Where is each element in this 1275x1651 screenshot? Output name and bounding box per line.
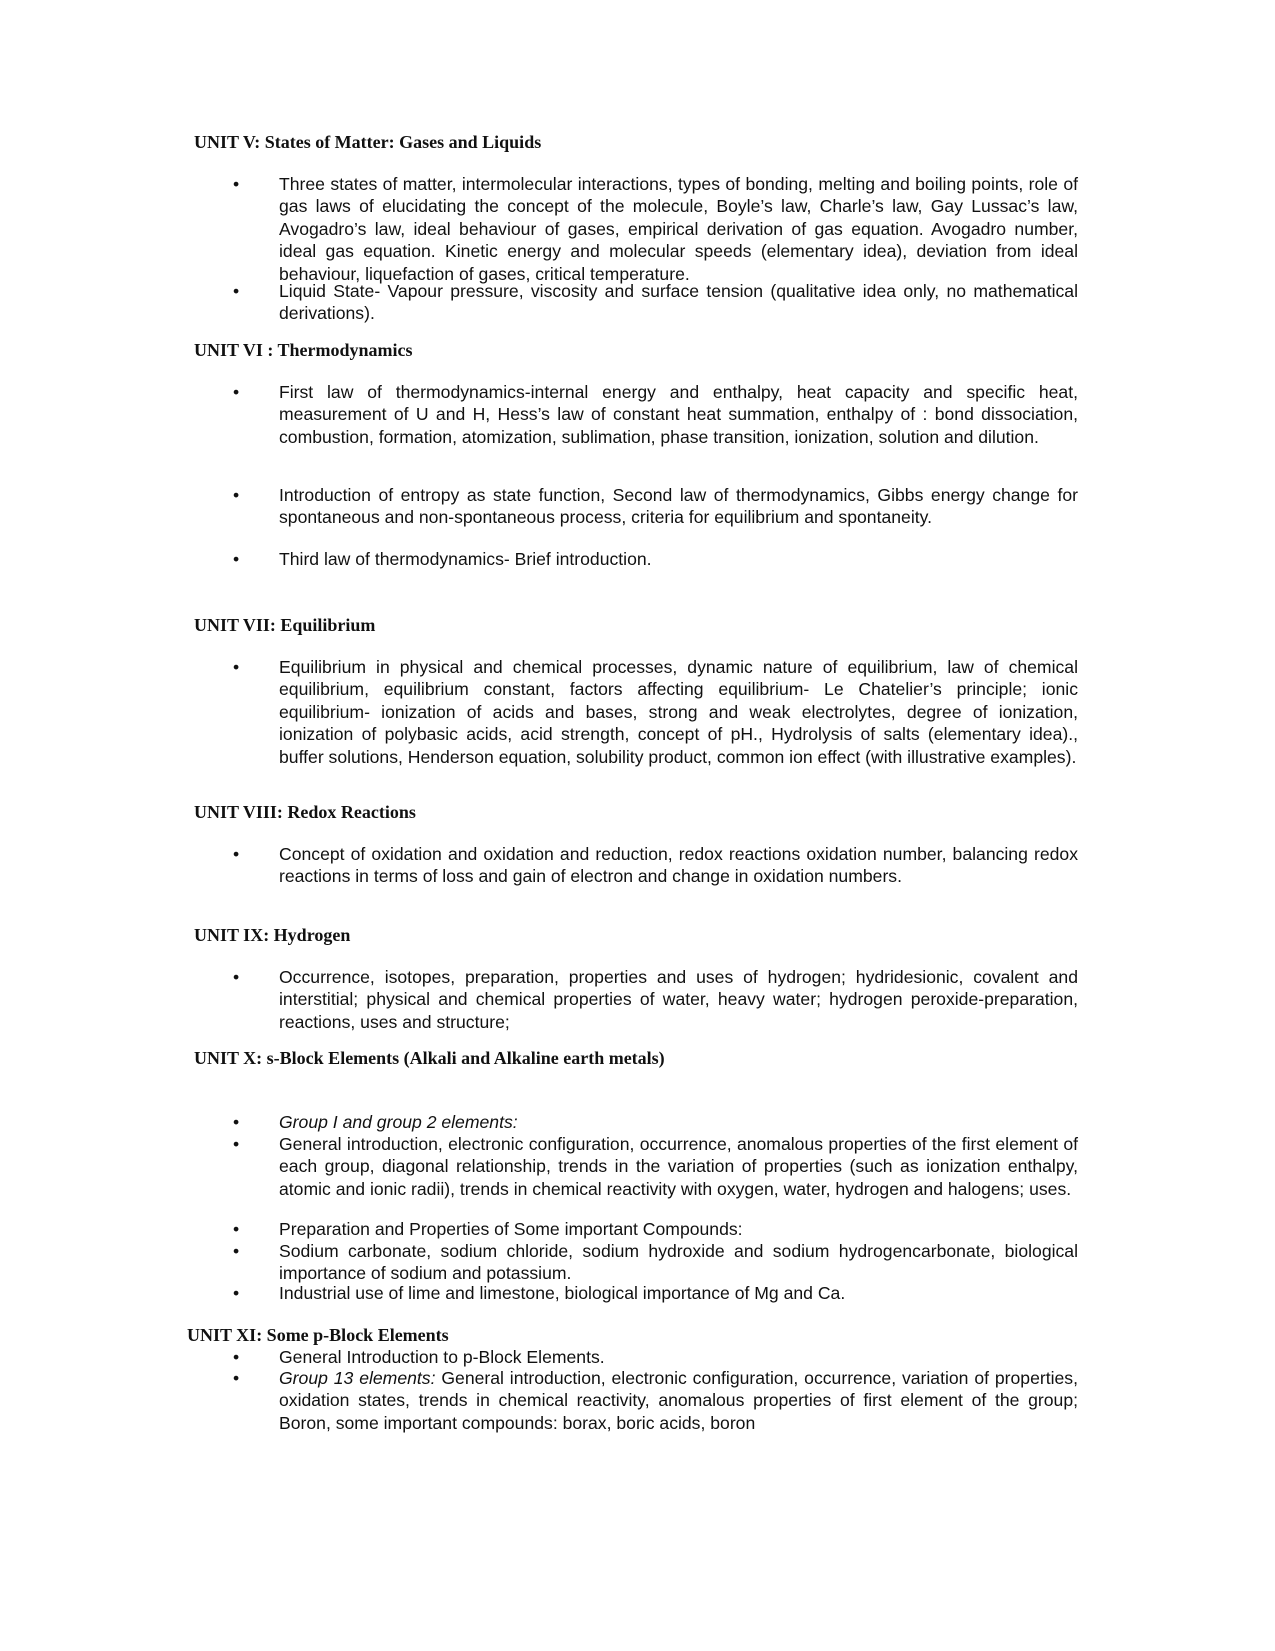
bullet: • — [233, 1347, 240, 1367]
bullet: • — [233, 174, 240, 194]
unit-6-item-2-text: Introduction of entropy as state function, Second law of thermodynamics, Gibbs energy change for spontaneous and non-spontaneous process, criteria for equilibrium and spontaneity. — [279, 485, 1078, 528]
bullet: • — [233, 844, 240, 864]
unit-8-heading: UNIT VIII: Redox Reactions — [194, 802, 416, 822]
bullet: • — [233, 1241, 240, 1261]
unit-11-item-1 — [233, 1346, 1078, 1368]
group13-label: Group 13 elements: — [279, 1368, 436, 1388]
unit-10-item-3-text: Preparation and Properties of Some important Compounds: — [279, 1219, 743, 1239]
unit-10-item-2 — [233, 1133, 1078, 1200]
unit-10-item-5-text: Industrial use of lime and limestone, biological importance of Mg and Ca. — [279, 1283, 846, 1303]
unit-5-item-2-text: Liquid State- Vapour pressure, viscosity and surface tension (qualitative idea only, no mathematical derivations). — [279, 281, 1078, 324]
unit-6-item-3-text: Third law of thermodynamics- Brief introduction. — [279, 549, 652, 569]
unit-10-heading: UNIT X: s-Block Elements (Alkali and Alkaline earth metals) — [194, 1048, 665, 1068]
bullet: • — [233, 281, 240, 301]
unit-11-item-2-text — [279, 1367, 1078, 1434]
unit-8-item-1 — [233, 843, 1078, 888]
unit-10-item-1 — [233, 1111, 1078, 1133]
unit-7-item-1-text: Equilibrium in physical and chemical processes, dynamic nature of equilibrium, law of chemical equilibrium, equilibrium constant, factors affecting equilibrium- Le Chatelier’s principle; ionic equilibrium- ionization of acids and bases, strong and weak electrolytes, degree of ionization, ionization of polybasic acids, acid strength, concept of pH., Hydrolysis of salts (elementary idea)., buffer solutions, Henderson equation, solubility product, common ion effect (with illustrative examples). — [279, 657, 1078, 767]
unit-11-item-1-text: General Introduction to p-Block Elements. — [279, 1347, 605, 1367]
unit-11-heading: UNIT XI: Some p-Block Elements — [187, 1325, 449, 1345]
unit-7-item-1 — [233, 656, 1078, 768]
bullet: • — [233, 549, 240, 569]
unit-6-item-1 — [233, 381, 1078, 448]
unit-6-item-1-text: First law of thermodynamics-internal energy and enthalpy, heat capacity and specific heat, measurement of U and H, Hess’s law of constant heat summation, enthalpy of : bond dissociation, combustion, formation, atomization, sublimation, phase transition, ionization, solution and dilution. — [279, 382, 1078, 447]
unit-10-item-4-text: Sodium carbonate, sodium chloride, sodium hydroxide and sodium hydrogencarbonate, biological importance of sodium and potassium. — [279, 1241, 1078, 1284]
unit-5-item-1 — [233, 173, 1078, 285]
bullet: • — [233, 657, 240, 677]
bullet: • — [233, 1283, 240, 1303]
unit-11-item-2 — [233, 1367, 1078, 1434]
bullet: • — [233, 1368, 240, 1388]
group13-text: General introduction, electronic configuration, occurrence, variation of properties, oxidation states, trends in chemical reactivity, anomalous properties of first element of the group; Boron, some important compounds: borax, boric acids, boron — [279, 1368, 1078, 1433]
unit-10-item-1-text: Group I and group 2 elements: — [279, 1112, 518, 1132]
unit-6-item-2 — [233, 484, 1078, 529]
unit-10-item-4 — [233, 1240, 1078, 1285]
unit-5-heading: UNIT V: States of Matter: Gases and Liquids — [194, 132, 542, 152]
bullet: • — [233, 1134, 240, 1154]
bullet: • — [233, 485, 240, 505]
unit-7-heading: UNIT VII: Equilibrium — [194, 615, 376, 635]
unit-10-item-5 — [233, 1282, 1078, 1304]
unit-5-item-1-text: Three states of matter, intermolecular interactions, types of bonding, melting and boiling points, role of gas laws of elucidating the concept of the molecule, Boyle’s law, Charle’s law, Gay Lussac’s law, Avogadro’s law, ideal behaviour of gases, empirical derivation of gas equation. Avogadro number, ideal gas equation. Kinetic energy and molecular speeds (elementary idea), deviation from ideal behaviour, liquefaction of gases, critical temperature. — [279, 174, 1078, 284]
bullet: • — [233, 382, 240, 402]
unit-10-item-2-text: General introduction, electronic configuration, occurrence, anomalous properties of the first element of each group, diagonal relationship, trends in the variation of properties (such as ionization enthalpy, atomic and ionic radii), trends in chemical reactivity with oxygen, water, hydrogen and halogens; uses. — [279, 1134, 1078, 1199]
unit-8-item-1-text: Concept of oxidation and oxidation and reduction, redox reactions oxidation number, balancing redox reactions in terms of loss and gain of electron and change in oxidation numbers. — [279, 844, 1078, 887]
unit-5-item-2 — [233, 280, 1078, 325]
bullet: • — [233, 1112, 240, 1132]
unit-9-item-1-text: Occurrence, isotopes, preparation, properties and uses of hydrogen; hydridesionic, covalent and interstitial; physical and chemical properties of water, heavy water; hydrogen peroxide-preparation, reactions, uses and structure; — [279, 967, 1078, 1032]
bullet: • — [233, 967, 240, 987]
unit-6-item-3 — [233, 548, 1078, 570]
unit-6-heading: UNIT VI : Thermodynamics — [194, 340, 413, 360]
unit-10-item-3 — [233, 1218, 1078, 1240]
unit-9-item-1 — [233, 966, 1078, 1033]
bullet: • — [233, 1219, 240, 1239]
unit-9-heading: UNIT IX: Hydrogen — [194, 925, 351, 945]
